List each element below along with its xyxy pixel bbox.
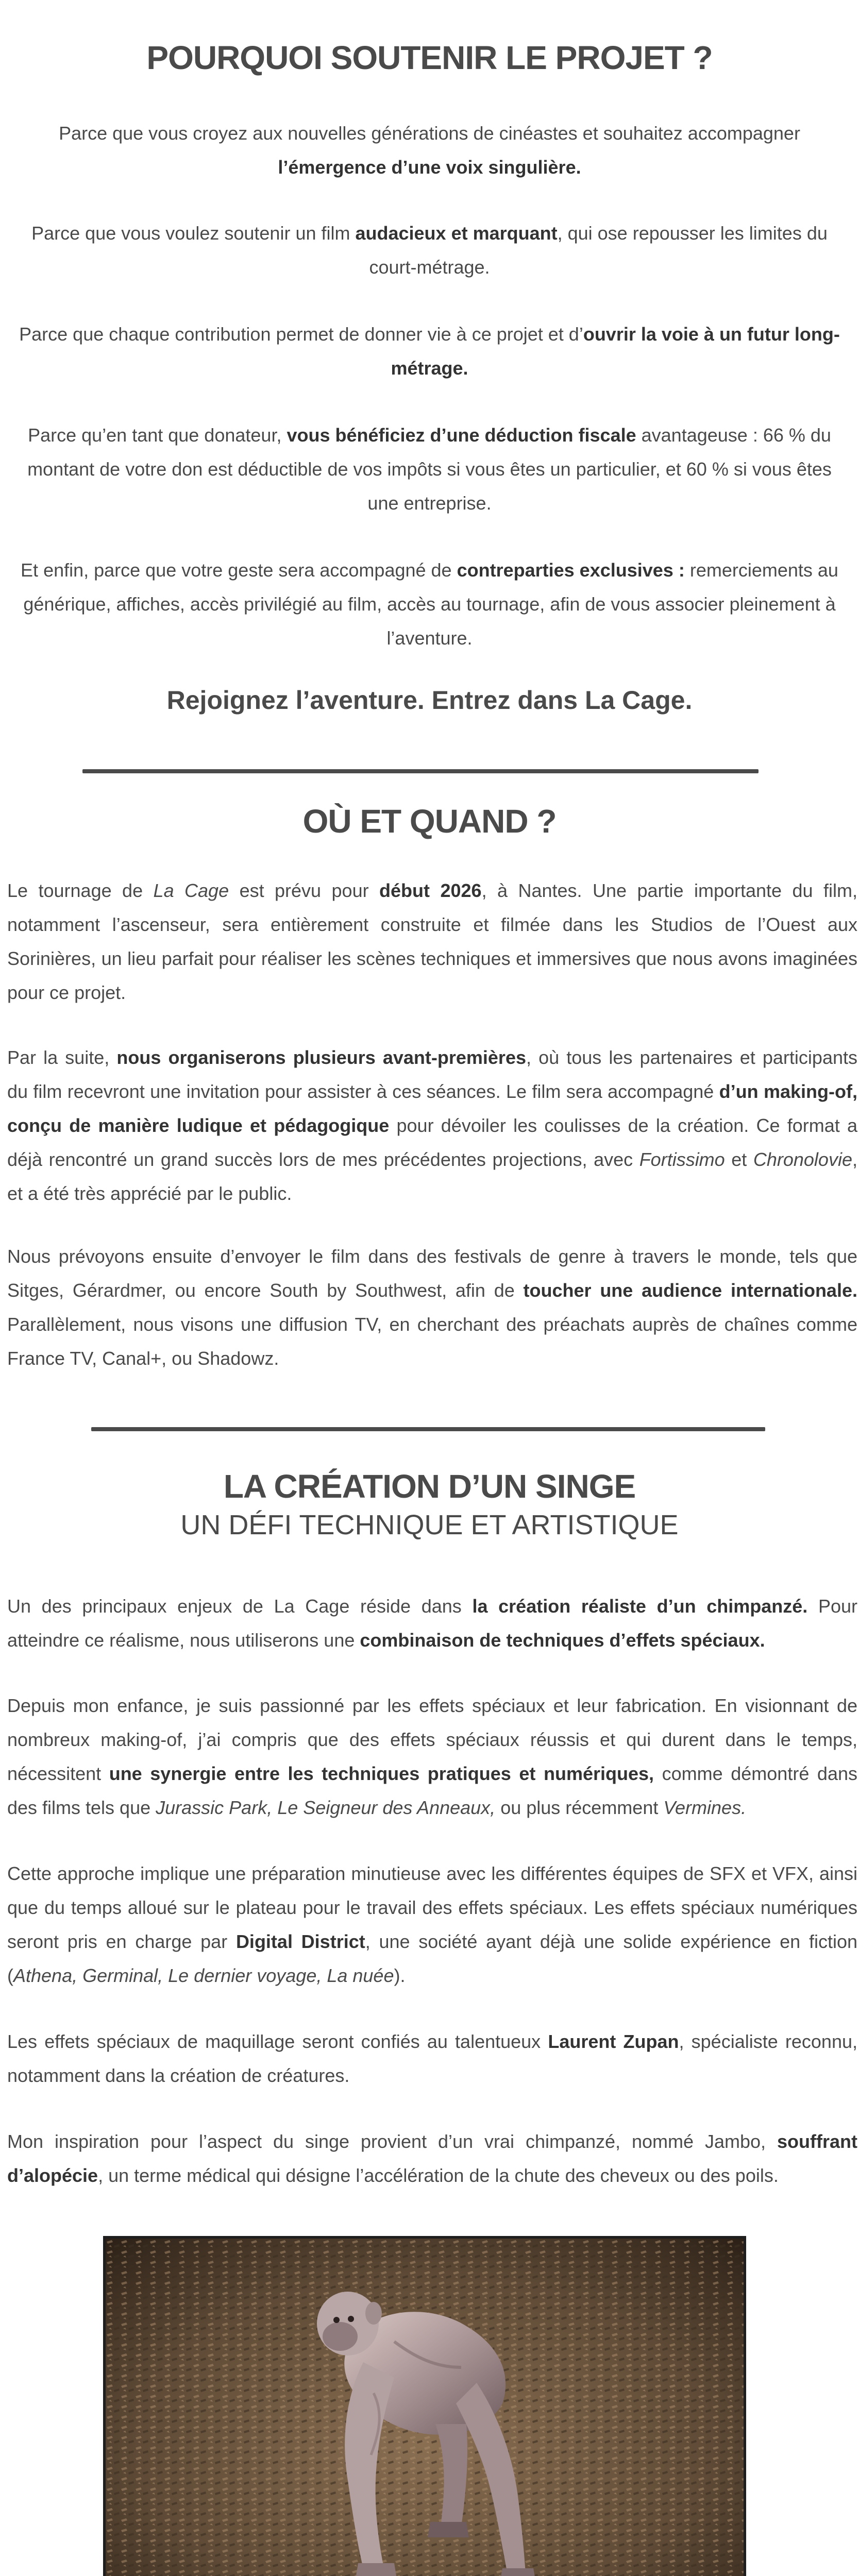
creation-title: LA CRÉATION D’UN SINGE (223, 1468, 636, 1505)
creation-subtitle: UN DÉFI TECHNIQUE ET ARTISTIQUE (180, 1510, 679, 1540)
section-divider (91, 1427, 765, 1431)
where-paragraph-3: Nous prévoyons ensuite d’envoyer le film dans des festivals de genre à travers le monde, tels que Sitges, Gérardmer, ou encore South by Southwest, afin de toucher une audience internationale. Parallèlement, nous visons une diffusion TV, en cherchant des préachats auprès de chaînes comme France TV, Canal+, ou Shadowz. (7, 1246, 857, 1369)
why-paragraph-2: Parce que vous voulez soutenir un film audacieux et marquant, qui ose repousser les limites du court-métrage. (31, 223, 828, 278)
why-title: POURQUOI SOUTENIR LE PROJET ? (146, 39, 713, 76)
chimpanzee-photo (103, 2236, 746, 2576)
why-paragraph-4: Parce qu’en tant que donateur, vous bénéficiez d’une déduction fiscale avantageuse : 66 % du montant de votre don est déductible de vos impôts si vous êtes un particulier, et 60 % si vous êtes une entreprise. (27, 425, 832, 514)
why-paragraph-1: Parce que vous croyez aux nouvelles générations de cinéastes et souhaitez accompagner l’émergence d’une voix singulière. (59, 123, 800, 178)
where-paragraph-2: Par la suite, nous organiserons plusieurs avant-premières, où tous les partenaires et participants du film recevront une invitation pour assister à ces séances. Le film sera accompagné d’un making-of, conçu de manière ludique et pédagogique pour dévoiler les coulisses de la création. Ce format a déjà rencontré un grand succès lors de mes précédentes projections, avec Fortissimo et Chronolovie, et a été très apprécié par le public. (7, 1047, 857, 1204)
creation-paragraph-4: Les effets spéciaux de maquillage seront confiés au talentueux Laurent Zupan, spécialiste reconnu, notamment dans la création de créatures. (7, 2031, 857, 2086)
creation-paragraph-1: Un des principaux enjeux de La Cage réside dans la création réaliste d’un chimpanzé. Pour atteindre ce réalisme, nous utiliserons une combinaison de techniques d’effets spéciaux. (7, 1596, 857, 1651)
creation-paragraph-2: Depuis mon enfance, je suis passionné par les effets spéciaux et leur fabrication. En visionnant de nombreux making-of, j’ai compris que des effets spéciaux réussis et qui durent dans le temps, nécessitent une synergie entre les techniques pratiques et numériques, comme démontré dans des films tels que Jurassic Park, Le Seigneur des Anneaux, ou plus récemment Vermines. (7, 1695, 857, 1818)
section-divider (82, 769, 759, 773)
why-paragraph-3: Parce que chaque contribution permet de donner vie à ce projet et d’ouvrir la voie à un futur long-métrage. (19, 324, 840, 379)
chimpanzee-illustration (106, 2239, 744, 2576)
creation-paragraph-3: Cette approche implique une préparation minutieuse avec les différentes équipes de SFX et VFX, ainsi que du temps alloué sur le plateau pour le travail des effets spéciaux. Les effets spéciaux numériques seront pris en charge par Digital District, une société ayant déjà une solide expérience en fiction (Athena, Germinal, Le dernier voyage, La nuée). (7, 1863, 857, 1986)
where-paragraph-1: Le tournage de La Cage est prévu pour début 2026, à Nantes. Une partie importante du film, notamment l’ascenseur, sera entièrement construite et filmée dans les Studios de l’Ouest aux Sorinières, un lieu parfait pour réaliser les scènes techniques et immersives que nous avons imaginées pour ce projet. (7, 880, 857, 1003)
creation-paragraph-5: Mon inspiration pour l’aspect du singe provient d’un vrai chimpanzé, nommé Jambo, souffrant d’alopécie, un terme médical qui désigne l’accélération de la chute des cheveux ou des poils. (7, 2131, 857, 2186)
join-cta-text: Rejoignez l’aventure. Entrez dans La Cage. (166, 686, 693, 715)
why-paragraph-5: Et enfin, parce que votre geste sera accompagné de contreparties exclusives : remerciements au générique, affiches, accès privilégié au film, accès au tournage, afin de vous associer pleinement à l’aventure. (21, 560, 838, 649)
where-title: OÙ ET QUAND ? (302, 803, 557, 840)
